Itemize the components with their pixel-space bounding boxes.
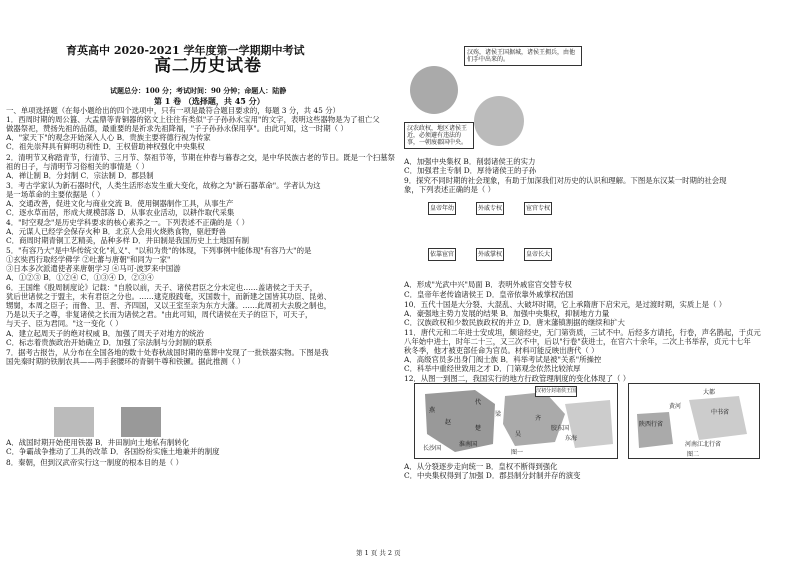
left_lines-line-20: 6．王国维《殷周制度论》记载："自殷以前，天子、诸侯君臣之分未定也……盖诸侯之于天子， (6, 283, 318, 292)
left_lines-line-11: A．交通改善，促进文化与商业交流 B．使用铜器制作工具，从事生产 (6, 199, 234, 208)
left_lines-line-24: 与天子、臣为君同。"这一变化（ ） (6, 319, 123, 328)
right_lines-line-6: C．皇帝年老传谕诸侯王 D．皇帝依靠外戚掌权治国 (404, 290, 574, 299)
right_lines-line-10: 11．唐代元和二年进士安成坦，颇谙经史，无门第资质，三试不中。后经多方请托，行卷，声名鹊起，于贞元 (404, 328, 761, 337)
map1-label-1: 燕 (429, 407, 436, 414)
left_lines-line-7: 祖的日子，与清明节习俗相关的事情是（ ） (6, 162, 149, 171)
left_lines-line-1: 一、单项选择题（在每小题给出的四个选项中，只有一项是最符合题目要求的，每题 3 分，共 45 分） (6, 106, 340, 115)
q7-bronze-ox-image (54, 407, 94, 437)
map1-label-2: 赵 (445, 419, 452, 426)
left_lines-line-17: ①玄奘西行取经学佛学 ②吐蕃与唐朝"和同为一家" (6, 255, 171, 264)
right_lines-line-15: 12．从图一到图二，我国实行的地方行政管理制度的变化体现了（ ） (404, 374, 631, 383)
left_lines-line-21: 犹后世诸侯之于盟主，未有君臣之分也。……逮克殷践奄，灭国数十，而新建之国皆其功臣、昆弟、 (6, 292, 332, 301)
right_lines-line-17: C．中央集权得到了加强 D．郡县制分封制并存的演变 (404, 471, 581, 480)
map1-legend: 汉初分封诸侯王国 (535, 386, 577, 397)
map1-caption: 图一 (511, 449, 524, 456)
globe-illustration (410, 66, 458, 114)
left_lines-line-12: C．逐水草而居，形成大规模部落 D．从事农业活动，以耕作取代采集 (6, 208, 235, 217)
right_lines-line-2: C．加强君主专制 D．厚待诸侯王的子孙 (404, 166, 537, 175)
map1-label-10: 胶东国 (551, 425, 570, 432)
right_lines-line-13: A．高级官员多出身门阀士族 B．科举考试是被"关系"所操控 (404, 355, 602, 364)
map2-label-2: 陕西行省 (639, 421, 664, 428)
q8-bottom-note: 汉农政权，地区诸侯王近，必须避有违法的事，一朝废郡国中央。 (404, 122, 474, 149)
map-figure-2 (628, 383, 760, 459)
left_lines-line-18: ③日本多次派遣使者来唐朝学习 ④马可·波罗来中国游 (6, 264, 181, 273)
right_lines-line-9: C．汉族政权和少数民族政权的并立 D．唐末藩镇割据的继续和扩大 (404, 318, 625, 327)
left_lines-line-15: C．商周时期青铜工艺精美，品种多样 D．井田制是我国历史上土地国有制 (6, 236, 250, 245)
cycle-node-1: 皇帝年幼 (428, 202, 456, 215)
left_lines-line-25: A．建立起周天子的绝对权威 B．加强了周天子对地方的统治 (6, 329, 204, 338)
left_lines-line-13: 4．"时空观念"是历史学科要求的核心素养之一。下列表述不正确的是（ ） (6, 218, 249, 227)
map2-label-5: 黄河 (669, 403, 682, 410)
cycle-node-3: 宦官专权 (524, 202, 552, 215)
q7-iron-tool-image (121, 407, 161, 437)
section-title: 第 1 卷 （选择题，共 45 分） (154, 96, 265, 106)
exam-title: 育英高中 2020-2021 学年度第一学期期中考试 (66, 44, 305, 57)
map2-label-1: 大都 (703, 389, 716, 396)
cycle-node-6: 依靠宦官 (428, 248, 456, 261)
right_lines-line-4: 象，下列表述正确的是（ ） (404, 185, 496, 194)
map1-label-4: 吴 (515, 431, 522, 438)
map1-label-7: 长沙国 (423, 445, 442, 452)
left_lines-line-10: 是一场革命的主要依据是（ ） (6, 190, 105, 199)
left_lines-line-23: 乃是以天子之尊，非复诸侯之长而为诸侯之君。"由此可知，周代诸侯在天子的臣下，可天子， (6, 310, 313, 319)
map1-label-6: 淮南国 (459, 441, 478, 448)
paper-title: 高二历史试卷 (154, 56, 262, 76)
left_lines-line-16: 5．"有容乃大"是中华传统文化"礼义"、"以和为贵"的体现，下列事例中能体现"有容乃大"的是 (6, 246, 312, 255)
left_lines-line-27: 7．据考古报告，从分布在全国各地的数十处春秋战国时期的墓葬中发现了一批铁器实物。下图是我 (6, 348, 329, 357)
left_lines-line-9: 3．考古学家认为新石器时代，人类生活形态发生重大变化，故称之为"新石器革命"。学者认为这 (6, 181, 321, 190)
left_lines-line-3: 做器祭祀，赞扬先祖的品德，最重要的是祈求先祖降福，"子子孙孙永保用享"。由此可知，这一时期（ ） (6, 124, 348, 133)
right_lines-line-11: 八年始中进士，时年二十三，又三次不中，后以"行卷"获进士，在官六十余年，二次上书举荐，贞元十七年 (404, 337, 751, 346)
q9-cycle-diagram (428, 200, 568, 276)
left_lines-line-26: C．标志着贵族政治开始确立 D．加强了宗法制与分封制的联系 (6, 338, 213, 347)
map2-label-4: 中书省 (711, 409, 730, 416)
right_lines-line-5: A．形成"光武中兴"局面 B．表明外戚宦官交替专权 (404, 280, 572, 289)
cycle-node-5: 外戚掌权 (476, 248, 504, 261)
right_lines-line-7: 10．五代十国是大分裂、大混乱、大破坏时期，它上承隋唐下启宋元，是过渡时期，实质上是（ ） (404, 300, 727, 309)
left_lines-line-8: A．禅让制 B．分封制 C．宗法制 D．郡县制 (6, 171, 154, 180)
map1-label-9: 东海 (565, 435, 578, 442)
map2-caption: 图二 (687, 451, 700, 458)
left_lines-line-30: C．争霸战争推动了工具的改革 D．各国纷纷实施土地兼并的制度 (6, 447, 220, 456)
cycle-node-2: 外戚专权 (476, 202, 504, 215)
right_lines-line-3: 9．探究不同时期的社会现象，有助于加深我们对历史的认识和理解。下图是东汉某一时期的社会现 (404, 176, 727, 185)
right_lines-line-8: A．豪强地主势力发展的结果 B．加强中央集权，抑制地方力量 (404, 309, 610, 318)
left_lines-line-14: A．元谋人已经学会保存火种 B．北京人会用火烧熟食物，驱赶野兽 (6, 227, 227, 236)
left_lines-line-29: A．战国时期开始使用铁器 B．井田制向土地私有制转化 (6, 438, 190, 447)
right_lines-line-12: 秋冬季，他才被吏部任命为官员。材料可能反映出唐代（ ） (404, 346, 599, 355)
divided-circle-illustration (474, 96, 524, 146)
left_lines-line-4: A．"家天下"的观念开始深入人心 B．贵族主要将德行视为传家 (6, 133, 211, 142)
right_lines-line-16: A．从分裂逐步走向统一 B．皇权不断得到强化 (404, 462, 558, 471)
left_lines-line-2: 1．西周时期的周公簋、大盂鼎等青铜器的铭文上往往有类似"子子孙孙永宝用"的文字，表明这些器物是为了祖亡父 (6, 115, 380, 124)
cycle-node-4: 皇帝长大 (524, 248, 552, 261)
left_lines-line-22: 甥舅，本周之臣子；而鲁、卫、晋、齐四国，又以王室至亲为东方大藩。……此周初大去殷之制也， (6, 301, 332, 310)
map1-label-8: 代 (475, 399, 482, 406)
map1-label-11: 梁 (495, 411, 502, 418)
left_lines-line-28: 国先秦时期的铁制农具——两手套腰环的青铜牛尊和铁镢。据此推测（ ） (6, 357, 245, 366)
right_lines-line-14: C．科举中重经世致用之才 D．门第观念依然比较浓厚 (404, 364, 581, 373)
exam-info: 试题总分：100 分；考试时间：90 分钟；命题人：陆静 (110, 86, 287, 95)
map-figure-1 (414, 383, 618, 459)
left_lines-line-6: 2．清明节又称踏青节，行清节、三月节、祭祖节等，节期在仲春与暮春之交，是中华民族古老的节日。既是一个扫墓祭 (6, 153, 396, 162)
q8-top-note: 汉殇，诸侯王国据城，诸侯王拥兵，由他们手中出来的。 (464, 46, 582, 66)
left_lines-line-5: C．祖先崇拜具有鲜明功利性 D．王权借助神权强化中央集权 (6, 142, 205, 151)
left_lines-line-31: 8．秦朝，但到汉武帝实行这一制度的根本目的是（ ） (6, 458, 184, 467)
q8-figure (404, 44, 584, 156)
page-footer: 第 1 页 共 2 页 (356, 549, 401, 557)
left_lines-line-19: A．①②③ B．①②④ C．①③④ D．②③④ (6, 273, 154, 282)
map2-label-3: 河南江北行省 (685, 441, 722, 448)
right_lines-line-1: A．加强中央集权 B．削弱诸侯王的实力 (404, 157, 536, 166)
map1-label-5: 齐 (535, 415, 542, 422)
map1-label-3: 楚 (475, 425, 482, 432)
